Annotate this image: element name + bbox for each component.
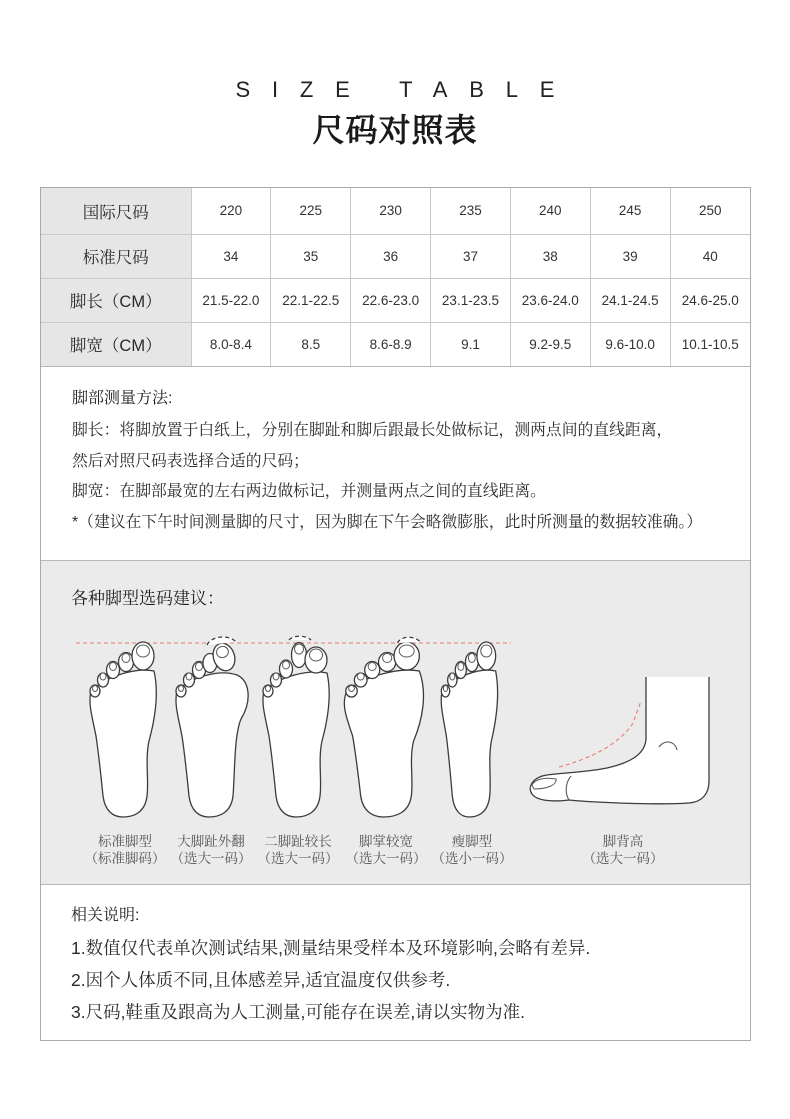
intl-size-cell: 240	[510, 188, 590, 234]
row-label-foot-width: 脚宽（CM）	[41, 322, 191, 366]
notes-title: 相关说明:	[71, 907, 140, 924]
standard-size-cell: 35	[271, 234, 351, 278]
instep-height-guide	[559, 701, 641, 767]
bunion-foot-icon	[176, 637, 248, 817]
foot-type-title: 各种脚型选码建议：	[71, 589, 224, 608]
foot-type-name: 二脚趾较长	[264, 834, 332, 849]
foot-type-advice: （标准脚码）	[84, 850, 166, 866]
row-label-standard-size: 标准尺码	[41, 234, 191, 278]
note-item: 3.尺码,鞋重及跟高为人工测量,可能存在误差,请以实物为准.	[71, 1002, 526, 1022]
intl-size-cell: 245	[590, 188, 670, 234]
measurement-line: 然后对照尺码表选择合适的尺码；	[72, 452, 309, 470]
foot-type-name: 脚掌较宽	[359, 834, 413, 849]
measurement-line: *（建议在下午时间测量脚的尺寸，因为脚在下午会略微膨胀，此时所测量的数据较准确。）	[72, 513, 703, 531]
foot-type-name: 脚背高	[602, 834, 644, 849]
measurement-line: 脚宽：在脚部最宽的左右两边做标记，并测量两点之间的直线距离。	[72, 483, 546, 500]
foot-type-name: 大脚趾外翻	[177, 834, 245, 849]
foot-length-cell: 21.5-22.0	[191, 278, 271, 322]
table-row-intl-size	[41, 188, 750, 234]
foot-width-cell: 9.6-10.0	[590, 322, 670, 366]
title-chinese: 尺码对照表	[312, 112, 478, 148]
foot-length-cell: 22.6-23.0	[351, 278, 431, 322]
wide-foot-icon	[344, 637, 423, 817]
foot-width-cell: 8.6-8.9	[351, 322, 431, 366]
intl-size-cell: 250	[670, 188, 750, 234]
note-item: 2.因个人体质不同,且体感差异,适宜温度仅供参考.	[71, 970, 451, 990]
slim-foot-icon	[441, 642, 497, 817]
foot-type-name: 标准脚型	[98, 834, 152, 849]
foot-type-advice: （选大一码）	[257, 850, 339, 866]
standard-size-cell: 39	[590, 234, 670, 278]
foot-type-name: 瘦脚型	[451, 834, 493, 849]
intl-size-cell: 235	[431, 188, 511, 234]
note-item: 1.数值仅代表单次测试结果,测量结果受样本及环境影响,会略有差异.	[71, 938, 591, 958]
intl-size-cell: 230	[351, 188, 431, 234]
intl-size-cell: 220	[191, 188, 271, 234]
size-chart-card	[40, 187, 751, 1041]
standard-size-cell: 38	[510, 234, 590, 278]
table-row-foot-length	[41, 278, 750, 322]
foot-width-cell: 8.5	[271, 322, 351, 366]
foot-type-advice: （选大一码）	[582, 850, 664, 866]
foot-type-advice: （选大一码）	[345, 850, 427, 866]
measurement-section	[41, 366, 750, 560]
standard-size-cell: 37	[431, 234, 511, 278]
standard-size-cell: 34	[191, 234, 271, 278]
foot-type-label	[417, 834, 527, 867]
foot-length-cell: 22.1-22.5	[271, 278, 351, 322]
table-row-standard-size	[41, 234, 750, 278]
standard-foot-icon	[90, 642, 156, 817]
measurement-line: 脚长：将脚放置于白纸上，分别在脚趾和脚后跟最长处做标记，测两点间的直线距离，	[72, 422, 673, 439]
foot-width-cell: 8.0-8.4	[191, 322, 271, 366]
title-english: SIZE TABLE	[235, 77, 577, 102]
row-label-intl-size: 国际尺码	[41, 188, 191, 234]
foot-type-label	[568, 834, 678, 867]
foot-length-cell: 23.1-23.5	[431, 278, 511, 322]
foot-width-cell: 9.1	[431, 322, 511, 366]
foot-length-cell: 24.6-25.0	[670, 278, 750, 322]
foot-type-advice: （选大一码）	[170, 850, 252, 866]
foot-length-cell: 23.6-24.0	[510, 278, 590, 322]
row-label-foot-length: 脚长（CM）	[41, 278, 191, 322]
intl-size-cell: 225	[271, 188, 351, 234]
foot-type-section	[41, 560, 750, 884]
foot-width-cell: 10.1-10.5	[670, 322, 750, 366]
table-row-foot-width	[41, 322, 750, 366]
standard-size-cell: 40	[670, 234, 750, 278]
long-second-toe-foot-icon	[263, 636, 329, 817]
foot-width-cell: 9.2-9.5	[510, 322, 590, 366]
size-table	[41, 188, 750, 366]
notes-section	[41, 884, 750, 1040]
high-instep-foot-icon	[530, 677, 709, 804]
measurement-title: 脚部测量方法:	[72, 390, 173, 407]
foot-length-cell: 24.1-24.5	[590, 278, 670, 322]
foot-type-advice: （选小一码）	[431, 850, 513, 866]
standard-size-cell: 36	[351, 234, 431, 278]
